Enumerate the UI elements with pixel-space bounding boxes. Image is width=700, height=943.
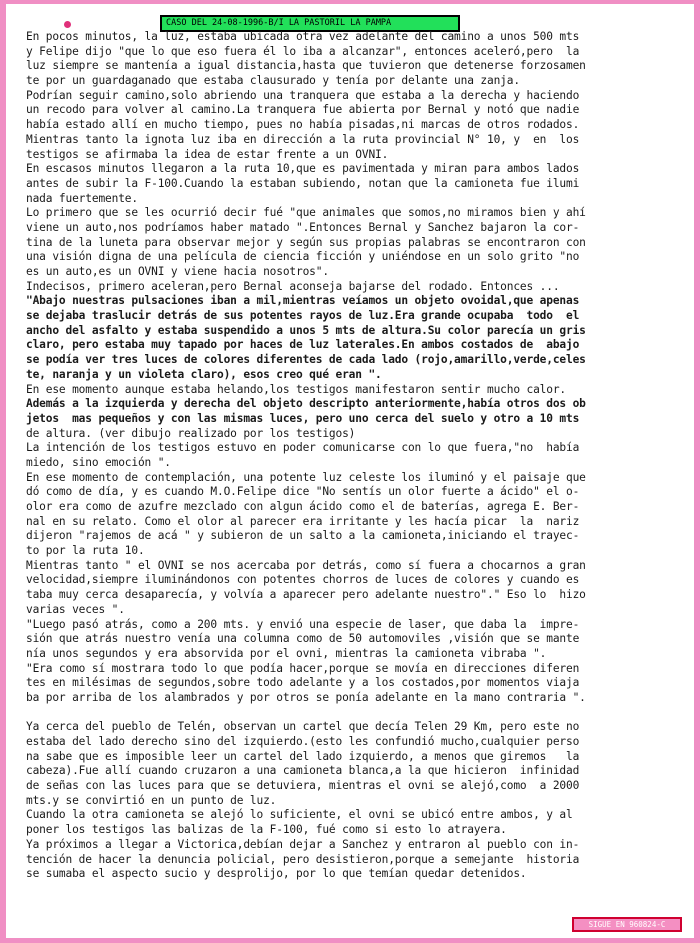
- text-line: "Luego pasó atrás, como a 200 mts. y envió una especie de laser, que daba la impre-: [26, 617, 580, 631]
- text-line: La intención de los testigos estuvo en poder comunicarse con lo que fuera,"no había: [26, 441, 580, 455]
- text-line: una visión digna de una película de ciencia ficción y uniéndose en un solo grito "no: [26, 250, 580, 264]
- text-line: viene un auto,nos podríamos haber matado ".Entonces Bernal y Sanchez bajaron la cor-: [26, 220, 580, 234]
- text-line: tención de hacer la denuncia policial, pero desistieron,porque a semejante historia: [26, 852, 580, 866]
- text-line: Cuando la otra camioneta se alejó lo suficiente, el ovni se ubicó entre ambos, y al: [26, 808, 573, 822]
- text-line: varias veces ".: [26, 602, 125, 616]
- text-line: olor era como de azufre mezclado con algun ácido como el de baterías, agrega E. Ber-: [26, 500, 580, 513]
- document-body: [26, 30, 688, 882]
- text-line: un recodo para volver al camino.La tranquera fue abierta por Bernal y notó que nadie: [26, 103, 580, 117]
- text-line: sión que atrás nuestro venía una columna como de 50 automoviles ,visión que se mante: [26, 632, 580, 646]
- text-line: es un auto,es un OVNI y viene hacia nosotros".: [26, 265, 329, 278]
- text-line: se sumaba el aspecto sucio y desprolijo, por lo que temían quedar detenidos.: [26, 867, 527, 881]
- text-line: dó como de día, y es cuando M.O.Felipe dice "No sentís un olor fuerte a ácido" el o-: [26, 485, 580, 499]
- text-line: Mientras tanto la ignota luz iba en dirección a la ruta provincial N° 10, y en los: [26, 132, 580, 146]
- text-line: nada fuertemente.: [26, 191, 138, 205]
- text-line: miedo, sino emoción ".: [26, 455, 171, 469]
- text-line: Indecisos, primero aceleran,pero Bernal aconseja bajarse del rodado. Entonces ...: [26, 279, 560, 293]
- text-line: taba muy cerca desaparecía, y volvía a aparecer pero adelante nuestro"." Eso lo hizo: [26, 588, 586, 602]
- text-line: velocidad,siempre iluminándonos con potentes chorros de luces de colores y cuando es: [26, 573, 580, 587]
- text-line: nal en su relato. Como el olor al parecer era irritante y les hacía picar la nariz: [26, 514, 580, 528]
- text-line: Ya próximos a llegar a Victorica,debían dejar a Sanchez y entraron al pueblo con in-: [26, 837, 580, 851]
- text-line: En ese momento aunque estaba helando,los testigos manifestaron sentir mucho calor.: [26, 382, 567, 396]
- text-line: mts.y se convirtió en un punto de luz.: [26, 793, 277, 807]
- text-line: Además a la izquierda y derecha del objeto descripto anteriormente,había otros dos ob: [26, 397, 586, 411]
- text-line: se dejaba traslucir detrás de sus potentes rayos de luz.Era grande ocupaba todo el: [26, 309, 580, 323]
- text-line: te, naranja y un violeta claro), esos creo qué eran ".: [26, 367, 382, 381]
- text-line: te por un guardaganado que estaba clausurado y tenía por delante una zanja.: [26, 74, 520, 88]
- text-line: jetos mas pequeños y con las mismas luces, pero uno cerca del suelo y otro a 10 mts: [26, 411, 580, 425]
- text-line: "Era como sí mostrara todo lo que podía hacer,porque se movía en direcciones diferen: [26, 661, 580, 675]
- text-line: [26, 706, 688, 721]
- text-line: En escasos minutos llegaron a la ruta 10,que es pavimentada y miran para ambos lados: [26, 162, 580, 176]
- text-line: de señas con las luces para que se detuviera, mientras el ovni se alejó,como a 2000: [26, 779, 580, 793]
- text-line: Lo primero que se les ocurrió decir fué "que animales que somos,no miramos bien y ahí: [26, 206, 586, 220]
- text-line: "Abajo nuestras pulsaciones iban a mil,mientras veíamos un objeto ovoidal,que apenas: [26, 294, 580, 308]
- text-line: En ese momento de contemplación, una potente luz celeste los iluminó y el paisaje que: [26, 470, 586, 484]
- text-line: to por la ruta 10.: [26, 544, 145, 558]
- text-line: luz siempre se mantenía a igual distancia,hasta que tuvieron que detenerse forzosamen: [26, 59, 586, 73]
- text-line: ancho del asfalto y estaba suspendido a unos 5 mts de altura.Su color parecía un gris: [26, 323, 586, 337]
- text-line: testigos se afirmaba la idea de estar frente a un OVNI.: [26, 147, 389, 161]
- continued-footer-label: SIGUE EN 960824-C: [572, 917, 682, 932]
- text-line: de altura. (ver dibujo realizado por los testigos): [26, 426, 356, 440]
- text-line: se podía ver tres luces de colores diferentes de cada lado (rojo,amarillo,verde,celes: [26, 353, 586, 367]
- text-line: tes en milésimas de segundos,sobre todo adelante y a los costados,por momentos viaja: [26, 676, 580, 690]
- case-header-label: CASO DEL 24-08-1996-B/I LA PASTORIL LA PAMPA: [160, 15, 460, 32]
- text-line: cabeza).Fue allí cuando cruzaron a una camioneta blanca,a la que hicieron infinidad: [26, 764, 580, 778]
- text-line: estaba del lado derecho sino del izquierdo.(esto les confundió mucho,cualquier perso: [26, 735, 580, 748]
- text-line: ba por arriba de los alambrados y por otros se ponía adelante en la mano contraria ".: [26, 690, 586, 704]
- text-line: tina de la luneta para observar mejor y según sus propias palabras se encontraron con: [26, 235, 586, 249]
- text-line: nía unos segundos y era absorvida por el ovni, mientras la camioneta vibraba ".: [26, 646, 547, 660]
- text-line: Mientras tanto " el OVNI se nos acercaba por detrás, como sí fuera a chocarnos a gran: [26, 558, 586, 572]
- text-line: y Felipe dijo "que lo que eso fuera él lo iba a alcanzar", entonces aceleró,pero la: [26, 44, 580, 58]
- document-page: [6, 4, 694, 938]
- text-line: na sabe que es imposible leer un cartel del lado izquierdo, a menos que giremos la: [26, 749, 580, 763]
- text-line: Ya cerca del pueblo de Telén, observan un cartel que decía Telen 29 Km, pero este no: [26, 720, 580, 734]
- text-line: claro, pero estaba muy tapado por haces de luz laterales.En ambos costados de abajo: [26, 338, 580, 352]
- text-line: En pocos minutos, la luz, estaba ubicada otra vez adelante del camino a unos 500 mts: [26, 30, 580, 43]
- pink-dot-mark: [64, 21, 71, 28]
- text-line: dijeron "rajemos de acá " y subieron de un salto a la camioneta,iniciando el trayec-: [26, 529, 580, 543]
- text-line: Podrían seguir camino,solo abriendo una tranquera que estaba a la derecha y haciendo: [26, 88, 580, 102]
- text-line: poner los testigos las balizas de la F-100, fué como si esto lo atrayera.: [26, 823, 507, 837]
- text-line: había estado allí en mucho tiempo, pues no había pisadas,ni marcas de otros rodados.: [26, 118, 580, 132]
- text-line: antes de subir la F-100.Cuando la estaban subiendo, notan que la camioneta fue ilumi: [26, 176, 580, 190]
